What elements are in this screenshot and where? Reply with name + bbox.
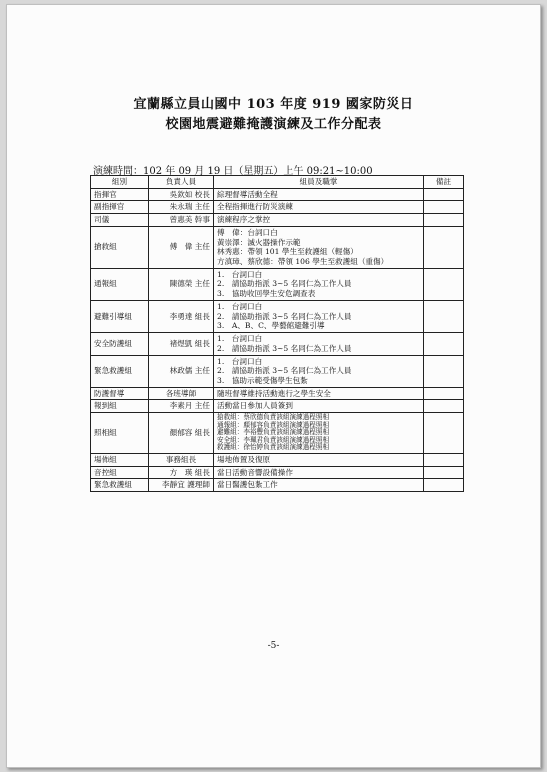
- row-person: 林政儒 主任: [149, 355, 214, 387]
- duty-line: 2. 請協助指派 3~5 名同仁為工作人員: [217, 343, 352, 353]
- row-remarks: [424, 333, 464, 355]
- table-body: [91, 188, 464, 491]
- table-row: [91, 268, 464, 300]
- document-title-line1: 宜蘭縣立員山國中 103 年度 919 國家防災日: [133, 97, 414, 112]
- drill-time: 演練時間：102 年 09 月 19 日（星期五）上午 09:21~10:00: [93, 166, 373, 177]
- row-duties: [214, 201, 424, 214]
- table-row: [91, 479, 464, 492]
- duty-line: 方滇璋、蔡欣德：帶領 106 學生至救護組（重傷）: [217, 257, 389, 267]
- table-row: [91, 387, 464, 400]
- row-duties: [214, 300, 424, 332]
- row-duties: [214, 387, 424, 400]
- row-duties: [214, 413, 424, 454]
- header-group: 組別: [91, 176, 149, 189]
- duty-line: 綜理督導活動全程: [217, 189, 278, 199]
- row-group: 報到組: [91, 400, 149, 413]
- row-group: 照相組: [91, 413, 149, 454]
- table-row: [91, 214, 464, 227]
- duty-line: 場地佈置及復原: [217, 454, 271, 464]
- table-row: [91, 333, 464, 355]
- table-row: [91, 300, 464, 332]
- page-number: -5-: [267, 641, 280, 651]
- duty-line: 1. 台詞口白: [217, 269, 263, 279]
- row-person: 各班導師: [149, 387, 214, 400]
- table-row: [91, 226, 464, 268]
- table-row: [91, 466, 464, 479]
- duty-line: 1. 台詞口白: [217, 301, 263, 311]
- row-group: 指揮官: [91, 188, 149, 201]
- duty-line: 2. 請協助指派 3~5 名同仁為工作人員: [217, 279, 352, 289]
- row-person: 顏郁容 組長: [149, 413, 214, 454]
- duty-line: 救護組：徐怡婷負責該組演練過程照相: [217, 443, 330, 452]
- table-row: [91, 413, 464, 454]
- row-person: 李靜宜 護理師: [149, 479, 214, 492]
- row-remarks: [424, 387, 464, 400]
- row-group: 司儀: [91, 214, 149, 227]
- duty-line: 2. 請協助指派 3~5 名同仁為工作人員: [217, 366, 352, 376]
- header-remarks: 備註: [424, 176, 464, 189]
- row-duties: [214, 214, 424, 227]
- row-duties: [214, 479, 424, 492]
- row-remarks: [424, 479, 464, 492]
- row-person: 朱永瑞 主任: [149, 201, 214, 214]
- row-remarks: [424, 413, 464, 454]
- row-duties: [214, 333, 424, 355]
- row-duties: [214, 226, 424, 268]
- row-remarks: [424, 268, 464, 300]
- duty-line: 傅 偉：台詞口白: [217, 227, 278, 237]
- table-row: [91, 188, 464, 201]
- table-row: [91, 201, 464, 214]
- row-group: 緊急救護組: [91, 479, 149, 492]
- duty-line: 1. 台詞口白: [217, 334, 263, 344]
- duty-line: 演練程序之掌控: [217, 215, 271, 225]
- row-duties: [214, 466, 424, 479]
- header-duties: 組員及職掌: [214, 176, 424, 189]
- row-group: 副指揮官: [91, 201, 149, 214]
- duty-line: 安全組：李珮君負責該組演練過程照相: [217, 435, 330, 444]
- row-remarks: [424, 355, 464, 387]
- row-group: 音控組: [91, 466, 149, 479]
- document-page: [6, 4, 541, 768]
- duty-line: 當日活動音響設備操作: [217, 467, 293, 477]
- row-group: 場佈組: [91, 453, 149, 466]
- row-duties: [214, 400, 424, 413]
- duty-line: 通報組：顏郁容負責該組演練過程照相: [217, 420, 330, 429]
- duty-line: 3. 協助示範受傷學生包紮: [217, 375, 308, 385]
- row-group: 緊急救護組: [91, 355, 149, 387]
- document-title-line2: 校園地震避難掩護演練及工作分配表: [165, 117, 382, 132]
- duty-line: 全程指揮進行防災演練: [217, 202, 293, 212]
- duty-line: 3. 協助收回學生安危調查表: [217, 289, 316, 299]
- row-remarks: [424, 214, 464, 227]
- row-group: 防護督導: [91, 387, 149, 400]
- row-group: 搶救組: [91, 226, 149, 268]
- row-duties: [214, 268, 424, 300]
- row-person: 事務組長: [149, 453, 214, 466]
- row-person: 李素月 主任: [149, 400, 214, 413]
- row-group: 通報組: [91, 268, 149, 300]
- header-person: 負責人員: [149, 176, 214, 189]
- table-row: [91, 400, 464, 413]
- duty-line: 2. 請協助指派 3~5 名同仁為工作人員: [217, 311, 352, 321]
- row-remarks: [424, 453, 464, 466]
- duty-line: 隨班督導維持活動進行之學生安全: [217, 388, 331, 398]
- row-remarks: [424, 400, 464, 413]
- duty-line: 當日醫護包紮工作: [217, 480, 278, 490]
- duty-line: 林秀惠：帶領 101 學生至救護組（輕傷）: [217, 247, 358, 257]
- assignment-table: [90, 175, 464, 492]
- table-row: [91, 453, 464, 466]
- row-person: 李勇達 組長: [149, 300, 214, 332]
- row-remarks: [424, 188, 464, 201]
- row-remarks: [424, 201, 464, 214]
- row-remarks: [424, 300, 464, 332]
- duty-line: 避難組：李裕豐負責該組演練過程照相: [217, 428, 330, 437]
- duty-line: 1. 台詞口白: [217, 356, 263, 366]
- row-person: 褚煜凱 組長: [149, 333, 214, 355]
- row-remarks: [424, 226, 464, 268]
- row-person: 曾惠美 幹事: [149, 214, 214, 227]
- row-group: 安全防護組: [91, 333, 149, 355]
- row-duties: [214, 188, 424, 201]
- row-person: 傅 偉 主任: [149, 226, 214, 268]
- duty-line: 活動當日參加人員簽到: [217, 401, 293, 411]
- row-person: 方 瑛 組長: [149, 466, 214, 479]
- row-person: 吳欽如 校長: [149, 188, 214, 201]
- table-header-row: [91, 176, 464, 189]
- table-row: [91, 355, 464, 387]
- row-group: 避難引導組: [91, 300, 149, 332]
- row-duties: [214, 355, 424, 387]
- row-remarks: [424, 466, 464, 479]
- row-duties: [214, 453, 424, 466]
- duty-line: 3. A、B、C、學藝館避難引導: [217, 321, 325, 331]
- duty-line: 黃崇澤：滅火器操作示範: [217, 237, 301, 247]
- row-person: 陳德榮 主任: [149, 268, 214, 300]
- duty-line: 搶救組：蔡欣德負責該組演練過程照相: [217, 413, 330, 422]
